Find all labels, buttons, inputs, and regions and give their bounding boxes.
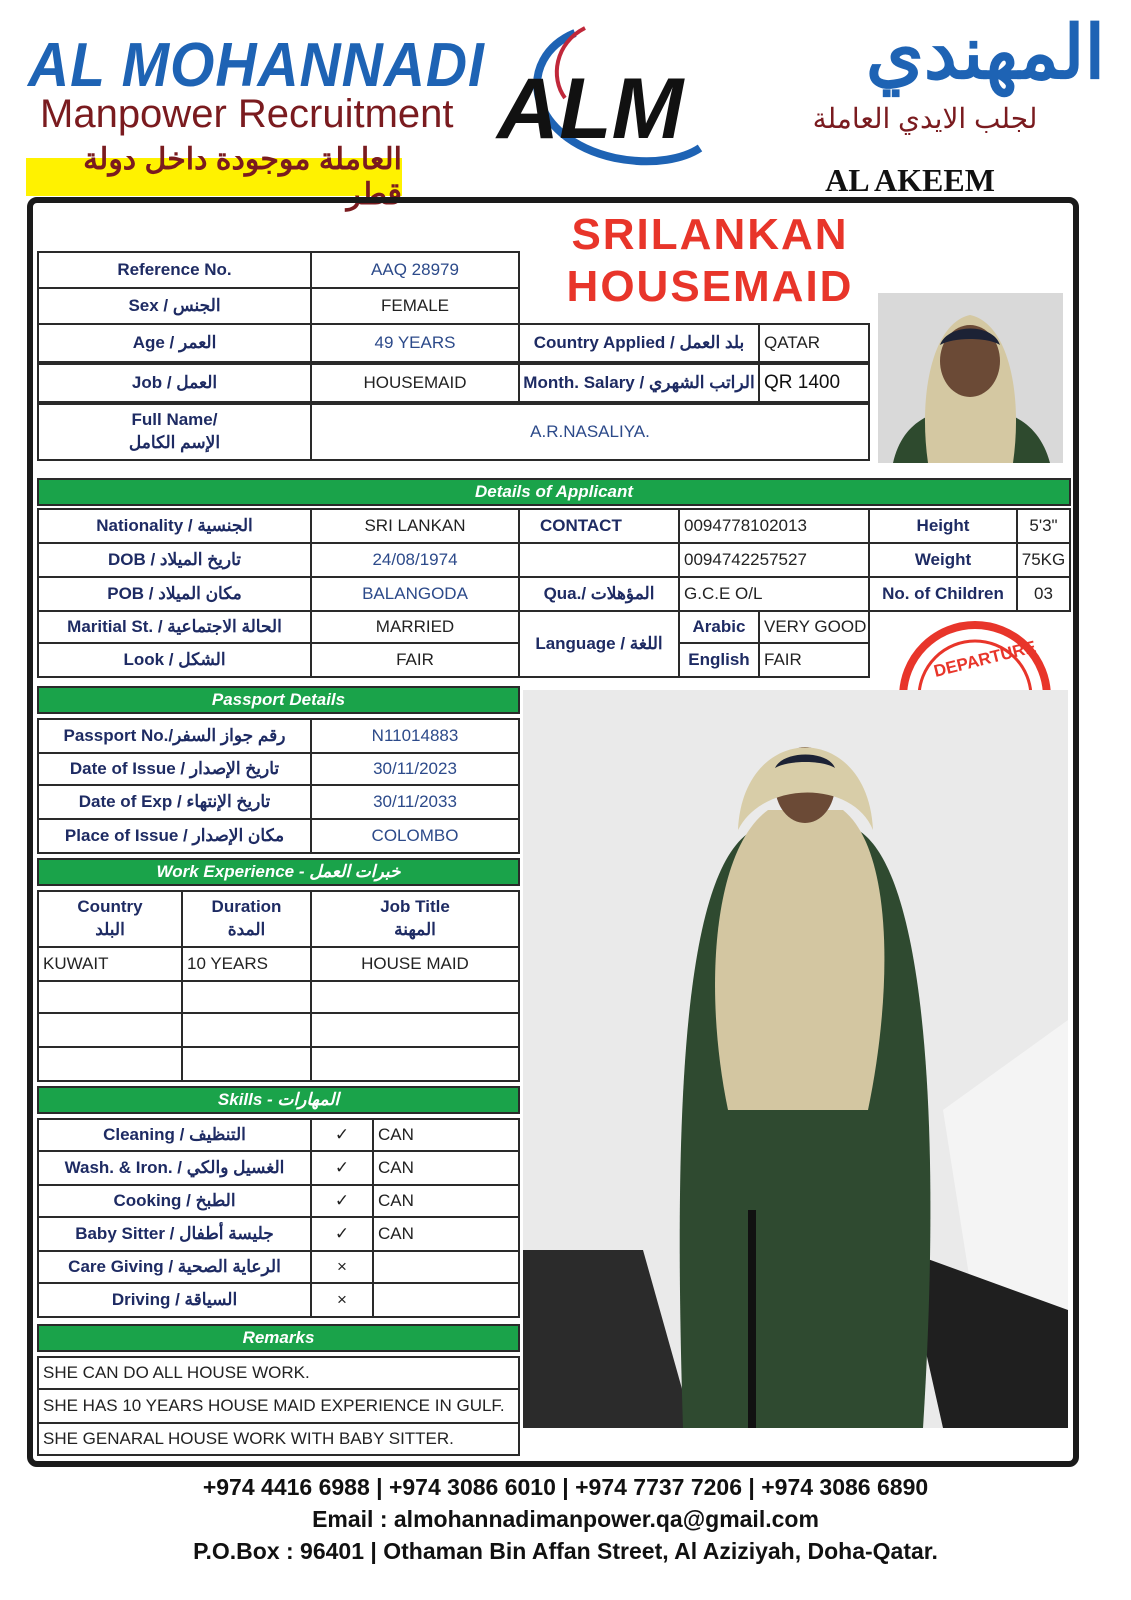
brand-subtitle: Manpower Recruitment [40, 92, 454, 136]
children-value: 03 [1016, 576, 1071, 612]
brand-name: AL MOHANNADI [28, 31, 485, 100]
footer-address: P.O.Box : 96401 | Othaman Bin Affan Street, Al Aziziyah, Doha-Qatar. [193, 1538, 938, 1564]
qualification-value: G.C.E O/L [678, 576, 870, 612]
title-line2: HOUSEMAID [566, 262, 854, 311]
portrait-photo [878, 293, 1063, 463]
expiry-date-value: 30/11/2033 [310, 784, 520, 820]
work-header-job [310, 890, 520, 948]
passport-no-value: N11014883 [310, 718, 520, 754]
remark-line: SHE HAS 10 YEARS HOUSE MAID EXPERIENCE IN GULF. [37, 1388, 520, 1424]
fullname-label [37, 403, 312, 461]
remarks-section-header: Remarks [37, 1324, 520, 1352]
fullname-label-en: Full Name/ [131, 410, 218, 430]
skill-value [372, 1282, 520, 1318]
dob-value: 24/08/1974 [310, 542, 520, 578]
weight-label: Weight [868, 542, 1018, 578]
dob-label: DOB / تاريخ الميلاد [37, 542, 312, 578]
passport-no-label: Passport No./رقم جواز السفر [37, 718, 312, 754]
full-body-photo [523, 690, 1068, 1428]
country-applied-value: QATAR [758, 323, 870, 363]
skill-value: CAN [372, 1216, 520, 1252]
place-issue-value: COLOMBO [310, 818, 520, 854]
alm-logo-text: ALM [497, 61, 684, 157]
skill-value [372, 1250, 520, 1284]
work-header-country-en: Country [77, 897, 143, 917]
look-value: FAIR [310, 642, 520, 678]
job-value: HOUSEMAID [310, 363, 520, 403]
expiry-date-label: Date of Exp / تاريخ الإنتهاء [37, 784, 312, 820]
work-row-4-country [37, 1046, 183, 1082]
footer-email: Email : almohannadimanpower.qa@gmail.com [312, 1506, 819, 1532]
work-row-4-job [310, 1046, 520, 1082]
remark-line: SHE CAN DO ALL HOUSE WORK. [37, 1356, 520, 1390]
work-header-country-ar: البلد [95, 920, 125, 939]
departure-stamp [895, 612, 1055, 692]
english-label: English [678, 642, 760, 678]
age-value: 49 YEARS [310, 323, 520, 363]
contact-spacer [518, 542, 680, 578]
work-row-2-country [37, 980, 183, 1014]
issue-date-value: 30/11/2023 [310, 752, 520, 786]
skill-label: Cleaning / التنظيف [37, 1118, 312, 1152]
footer-phones: +974 4416 6988 | +974 3086 6010 | +974 7737 7206 | +974 3086 6890 [202, 1474, 929, 1500]
skill-value: CAN [372, 1184, 520, 1218]
reference-value: AAQ 28979 [310, 251, 520, 289]
skill-mark: × [310, 1250, 374, 1284]
skill-mark: ✓ [310, 1150, 374, 1186]
work-row-3-duration [181, 1012, 312, 1048]
work-row-1-duration: 10 YEARS [181, 946, 312, 982]
work-header-duration-ar: المدة [227, 920, 266, 939]
title-line1: SRILANKAN [571, 210, 849, 259]
skill-mark: ✓ [310, 1216, 374, 1252]
height-label: Height [868, 508, 1018, 544]
work-header-job-ar: المهنة [394, 920, 436, 939]
work-section-header: Work Experience - خبرات العمل [37, 858, 520, 886]
place-issue-label: Place of Issue / مكان الإصدار [37, 818, 312, 854]
contact-value-2: 0094742257527 [678, 542, 870, 578]
skill-mark: ✓ [310, 1184, 374, 1218]
pob-label: POB / مكان الميلاد [37, 576, 312, 612]
look-label: Look / الشكل [37, 642, 312, 678]
contact-label: CONTACT [518, 508, 680, 544]
remark-line: SHE GENARAL HOUSE WORK WITH BABY SITTER. [37, 1422, 520, 1456]
english-value: FAIR [758, 642, 870, 678]
skill-label: Driving / السياقة [37, 1282, 312, 1318]
work-row-2-duration [181, 980, 312, 1014]
skill-label: Care Giving / الرعاية الصحية [37, 1250, 312, 1284]
work-row-2-job [310, 980, 520, 1014]
arabic-label: Arabic [678, 610, 760, 644]
arabic-value: VERY GOOD [758, 610, 870, 644]
work-header-duration [181, 890, 312, 948]
work-row-3-country [37, 1012, 183, 1048]
stamp-text: DEPARTURE [931, 637, 1038, 681]
fullname-value: A.R.NASALIYA. [310, 403, 870, 461]
skills-section-header: Skills - المهارات [37, 1086, 520, 1114]
fullname-label-ar: الإسم الكامل [128, 433, 221, 452]
reference-label: Reference No. [37, 251, 312, 289]
skill-value: CAN [372, 1118, 520, 1152]
skill-label: Wash. & Iron. / الغسيل والكي [37, 1150, 312, 1186]
passport-section-header: Passport Details [37, 686, 520, 714]
work-header-job-en: Job Title [380, 897, 450, 917]
work-row-4-duration [181, 1046, 312, 1082]
marital-value: MARRIED [310, 610, 520, 644]
work-header-duration-en: Duration [211, 897, 282, 917]
nationality-value: SRI LANKAN [310, 508, 520, 544]
children-label: No. of Children [868, 576, 1018, 612]
sex-value: FEMALE [310, 287, 520, 325]
sex-label: Sex / الجنس [37, 287, 312, 325]
contact-value-1: 0094778102013 [678, 508, 870, 544]
work-row-1-country: KUWAIT [37, 946, 183, 982]
skill-label: Baby Sitter / جليسة أطفال [37, 1216, 312, 1252]
work-row-3-job [310, 1012, 520, 1048]
arabic-brand: المهندي [865, 11, 1105, 94]
qualification-label: Qua./ المؤهلات [518, 576, 680, 612]
country-applied-label: Country Applied / بلد العمل [518, 323, 760, 363]
height-value: 5'3" [1016, 508, 1071, 544]
work-header-country [37, 890, 183, 948]
language-label: Language / اللغة [518, 610, 680, 678]
marital-label: Maritial St. / الحالة الاجتماعية [37, 610, 312, 644]
salary-label: Month. Salary / الراتب الشهري [518, 363, 760, 403]
arabic-subtitle: لجلب الايدي العاملة [812, 103, 1038, 134]
alm-logo [495, 18, 720, 168]
qatar-badge: العاملة موجودة داخل دولة قطر [26, 158, 402, 196]
pob-value: BALANGODA [310, 576, 520, 612]
salary-value: QR 1400 [758, 363, 870, 403]
branch-name: AL AKEEM [825, 162, 995, 198]
issue-date-label: Date of Issue / تاريخ الإصدار [37, 752, 312, 786]
nationality-label: Nationality / الجنسية [37, 508, 312, 544]
details-section-header: Details of Applicant [37, 478, 1071, 506]
job-label: Job / العمل [37, 363, 312, 403]
skill-mark: ✓ [310, 1118, 374, 1152]
work-row-1-job: HOUSE MAID [310, 946, 520, 982]
age-label: Age / العمر [37, 323, 312, 363]
weight-value: 75KG [1016, 542, 1071, 578]
skill-label: Cooking / الطبخ [37, 1184, 312, 1218]
skill-mark: × [310, 1282, 374, 1318]
skill-value: CAN [372, 1150, 520, 1186]
